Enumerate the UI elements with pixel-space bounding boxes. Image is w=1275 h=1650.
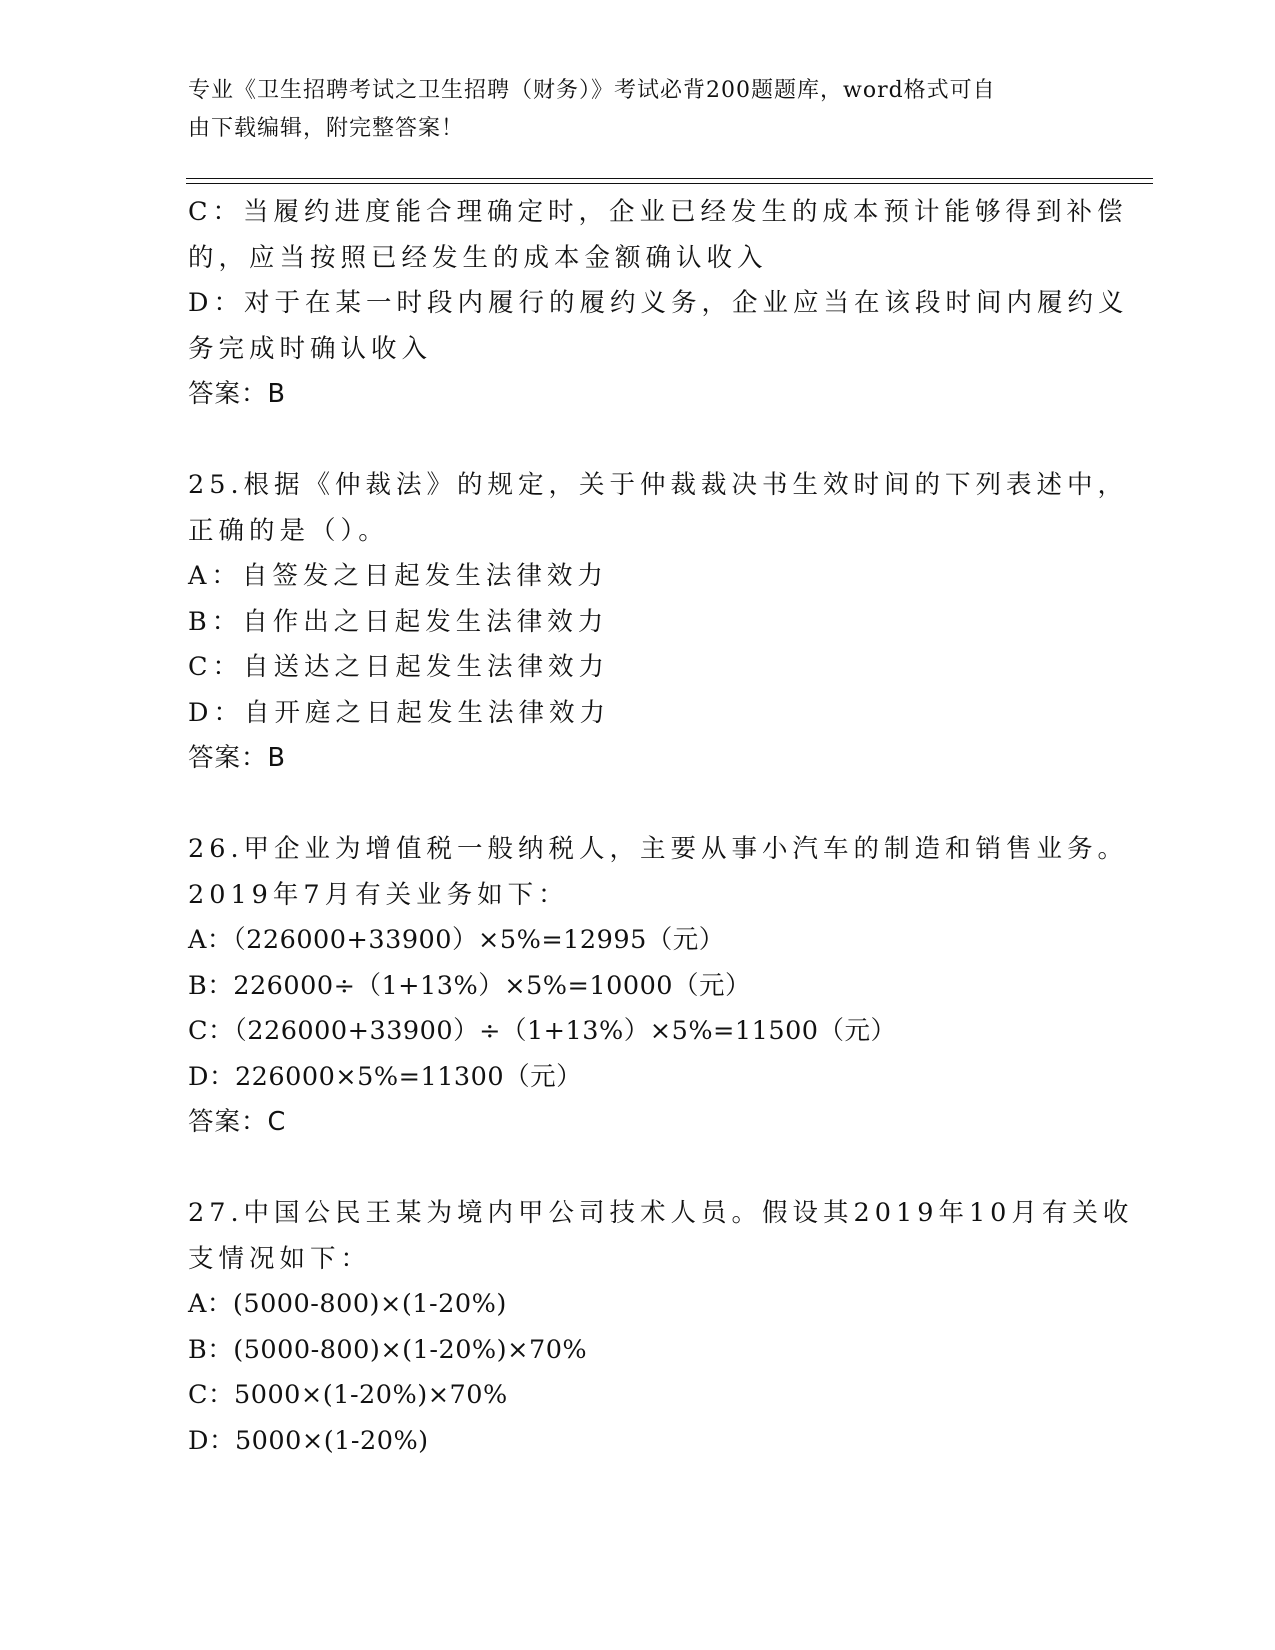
question-stem-line-1: 26.甲企业为增值税一般纳税人，主要从事小汽车的制造和销售业务。 (188, 834, 1129, 864)
question-stem-line-1: 25.根据《仲裁法》的规定，关于仲裁裁决书生效时间的下列表述中， (188, 470, 1129, 500)
answer-line: 答案：C (188, 1107, 287, 1137)
option-c-line-1: C：当履约进度能合理确定时，企业已经发生的成本预计能够得到补偿 (188, 197, 1128, 227)
option-a: A：自签发之日起发生法律效力 (188, 561, 608, 591)
option-d: D：5000×(1-20%) (188, 1425, 429, 1456)
option-d: D：自开庭之日起发生法律效力 (188, 697, 610, 728)
spacer (188, 1146, 1088, 1192)
question-stem-line-2: 2019年7月有关业务如下： (188, 879, 569, 910)
option-c: C：（226000+33900）÷（1+13%）×5%=11500（元） (188, 1016, 897, 1046)
document-header (188, 72, 1068, 148)
option-d-line-2: 务完成时确认收入 (188, 333, 433, 364)
option-b: B：226000÷（1+13%）×5%=10000（元） (188, 970, 752, 1001)
question-stem-line-2: 正确的是（）。 (188, 515, 389, 546)
question-25 (188, 463, 1129, 782)
question-26 (188, 827, 1129, 1146)
option-c-line-2: 的，应当按照已经发生的成本金额确认收入 (188, 242, 768, 273)
question-stem-line-2: 支情况如下： (188, 1243, 372, 1274)
header-line-1: 专业《卫生招聘考试之卫生招聘（财务）》考试必背200题题库，word格式可自 (188, 78, 996, 103)
header-divider-top (186, 178, 1153, 179)
option-a: A：（226000+33900）×5%=12995（元） (188, 925, 725, 955)
option-d: D：226000×5%=11300（元） (188, 1061, 583, 1092)
question-27 (188, 1191, 1134, 1464)
spacer (188, 418, 1088, 464)
question-stem-line-1: 27.中国公民王某为境内甲公司技术人员。假设其2019年10月有关收 (188, 1198, 1134, 1228)
option-a: A：(5000-800)×(1-20%) (188, 1289, 507, 1319)
option-d-line-1: D：对于在某一时段内履行的履约义务，企业应当在该段时间内履约义 (188, 288, 1129, 318)
option-c: C：5000×(1-20%)×70% (188, 1380, 508, 1410)
option-b: B：(5000-800)×(1-20%)×70% (188, 1334, 588, 1365)
option-c: C：自送达之日起发生法律效力 (188, 652, 610, 682)
question-24-continued (188, 190, 1129, 418)
answer-line: 答案：B (188, 743, 286, 773)
question-list (188, 190, 1134, 1464)
option-b: B：自作出之日起发生法律效力 (188, 606, 609, 637)
header-divider-bottom (186, 183, 1153, 184)
answer-line: 答案：B (188, 379, 286, 409)
spacer (188, 782, 1088, 828)
header-line-2: 由下载编辑，附完整答案！ (188, 116, 465, 141)
